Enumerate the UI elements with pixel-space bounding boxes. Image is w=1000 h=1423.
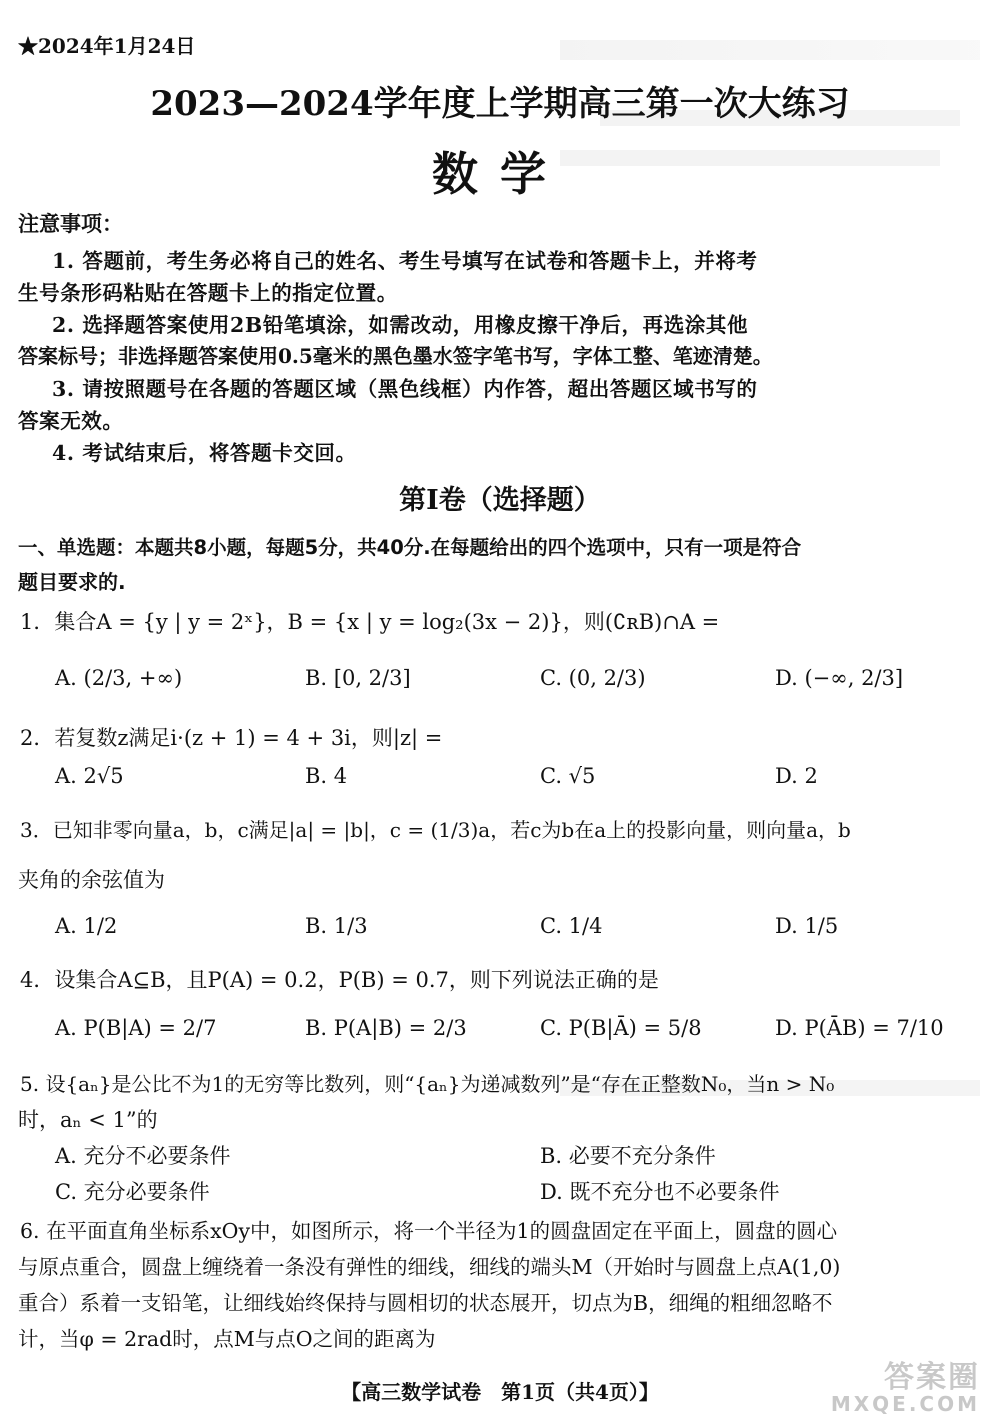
exam-date: ★2024年1月24日	[18, 34, 196, 58]
question-4-option-c: C. P(B|Ā) = 5/8	[540, 1016, 702, 1040]
question-3-option-a: A. 1/2	[55, 914, 118, 938]
question-5-option-b: B. 必要不充分条件	[540, 1144, 716, 1168]
question-4-option-a: A. P(B|A) = 2/7	[55, 1016, 217, 1040]
question-2-stem: 2．若复数z满足i·(z + 1) = 4 + 3i，则|z| =	[20, 726, 443, 750]
question-4-option-d: D. P(ĀB) = 7/10	[775, 1016, 944, 1040]
question-6-stem: 6. 在平面直角坐标系xOy中，如图所示，将一个半径为1的圆盘固定在平面上，圆盘的圆心	[20, 1219, 838, 1243]
question-2-option-d: D. 2	[775, 764, 818, 788]
bleed-through	[560, 40, 980, 60]
question-3-stem-cont: 夹角的余弦值为	[18, 868, 165, 892]
section-heading-cont: 题目要求的.	[18, 570, 126, 594]
question-4-stem: 4．设集合A⊆B，且P(A) = 0.2，P(B) = 0.7，则下列说法正确的是	[20, 968, 659, 992]
exam-subject: 数学	[432, 147, 568, 201]
question-5-stem: 5. 设{aₙ}是公比不为1的无穷等比数列，则“{aₙ}为递减数列”是“存在正整数N₀，当n > N₀	[20, 1072, 835, 1096]
question-2-option-c: C. √5	[540, 764, 596, 788]
note-line: 生号条形码粘贴在答题卡上的指定位置。	[18, 281, 398, 305]
question-4-option-b: B. P(A|B) = 2/3	[305, 1016, 467, 1040]
watermark-url: MXQE.COM	[830, 1392, 980, 1416]
question-5-option-d: D. 既不充分也不必要条件	[540, 1180, 780, 1204]
question-3-option-d: D. 1/5	[775, 914, 839, 938]
question-6-stem-cont: 计，当φ = 2rad时，点M与点O之间的距离为	[18, 1327, 436, 1351]
note-line: 1. 答题前，考生务必将自己的姓名、考生号填写在试卷和答题卡上，并将考	[52, 249, 758, 273]
question-5-stem-cont: 时，aₙ < 1”的	[18, 1108, 158, 1132]
question-2-option-a: A. 2√5	[55, 764, 124, 788]
note-line: 4. 考试结束后，将答题卡交回。	[52, 441, 357, 465]
question-6-stem-cont: 与原点重合，圆盘上缠绕着一条没有弹性的细线，细线的端头M（开始时与圆盘上点A(1,0)	[18, 1255, 841, 1279]
volume-title: 第I卷（选择题）	[399, 485, 601, 516]
question-5-option-a: A. 充分不必要条件	[55, 1144, 231, 1168]
question-5-option-c: C. 充分必要条件	[55, 1180, 210, 1204]
notes-heading: 注意事项：	[18, 212, 123, 236]
question-1-option-d: D. (−∞, 2/3]	[775, 666, 904, 690]
section-heading: 一、单选题：本题共8小题，每题5分，共40分.在每题给出的四个选项中，只有一项是符合	[18, 536, 802, 559]
question-1-option-c: C. (0, 2/3)	[540, 666, 646, 690]
question-1-stem: 1．集合A = {y | y = 2ˣ}，B = {x | y = log₂(3x − 2)}，则(∁ʀB)∩A =	[20, 610, 720, 634]
question-3-option-b: B. 1/3	[305, 914, 368, 938]
question-2-option-b: B. 4	[305, 764, 348, 788]
question-1-option-b: B. [0, 2/3]	[305, 666, 411, 690]
question-6-stem-cont: 重合）系着一支铅笔，让细线始终保持与圆相切的状态展开，切点为B，细绳的粗细忽略不	[18, 1291, 833, 1315]
question-3-option-c: C. 1/4	[540, 914, 603, 938]
exam-title: 2023—2024学年度上学期高三第一次大练习	[150, 84, 850, 124]
question-3-stem: 3．已知非零向量a，b，c满足|a| = |b|，c = (1/3)a，若c为b在a上的投影向量，则向量a，b	[20, 818, 851, 842]
watermark-logo: 答案圈	[884, 1360, 980, 1395]
note-line: 3. 请按照题号在各题的答题区域（黑色线框）内作答，超出答题区域书写的	[52, 377, 758, 401]
note-line: 答案无效。	[18, 409, 124, 433]
note-line: 答案标号；非选择题答案使用0.5毫米的黑色墨水签字笔书写，字体工整、笔迹清楚。	[18, 344, 773, 368]
note-line: 2. 选择题答案使用2B铅笔填涂，如需改动，用橡皮擦干净后，再选涂其他	[52, 313, 749, 337]
page-footer: 【高三数学试卷 第1页（共4页）】	[341, 1380, 659, 1404]
question-1-option-a: A. (2/3, +∞)	[55, 666, 183, 690]
